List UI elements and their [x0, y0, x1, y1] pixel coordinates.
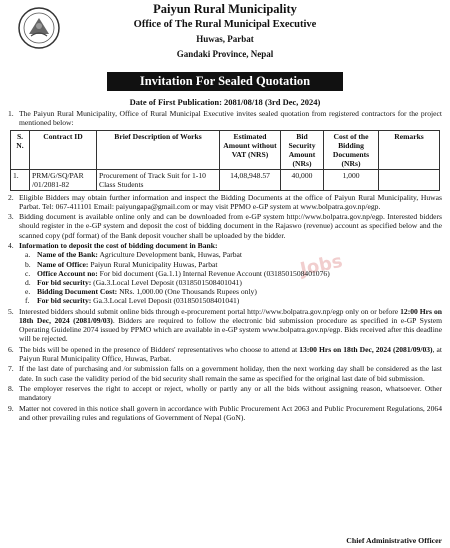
province: Gandaki Province, Nepal	[176, 49, 274, 59]
signature-title: Chief Administrative Officer	[346, 536, 442, 545]
table-header-row	[11, 130, 440, 169]
bank-info-row: f. For bid security: Ga.3.Local Level Deposit (0318501508401041)	[25, 296, 240, 306]
cell-estimated-amount: 14,08,948.57	[220, 169, 281, 190]
col-remarks: Remarks	[379, 130, 440, 169]
bank-info-row: e. Bidding Document Cost: NRs. 1,000.00 (One Thousands Rupees only)	[25, 287, 257, 297]
notice-item-6: 6. The bids will be opened in the presence of Bidders' representatives who choose to attend at 13:00 Hrs on 18th Dec, 2024 (2081/09/03), at Paiyun Rural Municipality Office, Huwas, Parbat.	[8, 344, 442, 364]
cell-description: Procurement of Track Suit for 1-10 Class Students	[97, 169, 220, 190]
notice-body	[8, 109, 442, 423]
notice-item-1: 1. The Paiyun Rural Municipality, Office of Rural Municipal Executive invites sealed quotation from registered contractors for the project mentioned below:	[8, 109, 442, 128]
letterhead	[0, 2, 450, 62]
notice-item-9: 9. Matter not covered in this notice shall govern in accordance with Public Procurement Act 2063 and Public Procurement Regulations, 2064 and other prevailing rules and regulations of Government of Nepal (GoN).	[8, 403, 442, 422]
notice-item-3: 3. Bidding document is available online only and can be downloaded from e-GP system http://www.bolpatra.gov.np/egp. Interested bidders should register in the e-GP system and deposit the cost of bidding document in the Rajaswo (revenue) account as specified below and the scanned copy (pdf format) of the Bank deposit voucher shall be uploaded by the bidder.	[8, 212, 442, 240]
publication-date: Date of First Publication: 2081/08/18 (3rd Dec, 2024)	[129, 97, 321, 107]
cell-bid-security: 40,000	[281, 169, 324, 190]
notice-item-7: 7. If the last date of purchasing and /or submission falls on a government holiday, then the next working day shall be considered as the last date. In such case the validity period of the bid security shall remain the same as specified for the original last date of bid submission.	[8, 364, 442, 383]
submission-deadline: 12:00 Hrs on 18th Dec, 2024 (2081/09/03)	[19, 306, 442, 325]
notice-item-2: 2. Eligible Bidders may obtain further information and inspect the Bidding Documents at the office of Paiyun Rural Municipality, Huwas Parbat. Tel: 067-411101 Email: paiyungapa@gmail.com or may visit PPMO e-GP system at www.bolpatra.gov.np/egp.	[8, 192, 442, 211]
bank-info-row: c. Office Account no: For bid document (Ga.1.1) Internal Revenue Account (0318501508401076)	[25, 268, 330, 278]
office-address: Huwas, Parbat	[196, 34, 254, 44]
cell-contract-id: PRM/G/SQ/PAR /01/2081-82	[30, 169, 97, 190]
cell-remarks	[379, 169, 440, 190]
col-document-cost: Cost of the Bidding Documents (NRs)	[324, 130, 379, 169]
col-contract-id: Contract ID	[30, 130, 97, 169]
opening-time: 13:00 Hrs on 18th Dec, 2024 (2081/09/03)	[299, 344, 433, 354]
watermark: Jobs	[298, 250, 345, 281]
office-name: Office of The Rural Municipal Executive	[133, 19, 317, 30]
cell-sn: 1.	[11, 169, 30, 190]
bank-info-row: b. Name of Office: Paiyun Rural Municipality Huwas, Parbat	[25, 259, 218, 269]
col-description: Brief Description of Works	[97, 130, 220, 169]
notice-item-5: 5. Interested bidders should submit online bids through e-procurement portal http://www.bolpatra.gov.np/egp only on or before 12:00 Hrs on 18th Dec, 2024 (2081/09/03). Bidders are required to follow the electronic bid submission procedure as specified in e-GP System Operating Guideline 2074 issued by PPMO which are available in e-GP system www.bolpatra.gov.np/egp. Bids received after this deadline will be rejected.	[8, 306, 442, 344]
contract-table	[10, 130, 440, 191]
bank-info-row: d. For bid security: (Ga.3.Local Level Deposit (0318501508401041)	[25, 277, 242, 287]
cell-document-cost: 1,000	[324, 169, 379, 190]
bank-info-row: a. Name of the Bank: Agriculture Development bank, Huwas, Parbat	[25, 250, 243, 260]
notice-item-4: 4. Information to deposit the cost of bidding document in Bank: a. Name of the Bank: Agriculture Development bank, Huwas, Parbat b. Name of Office: Paiyun Rural Municipality Huwas, Parbat c. Office Account no: For bid document (Ga.1.1) Internal Revenue Account (0318501508401076) d. For bid security: (Ga.3.Local Level Deposit (0318501508401041) e. Bidding Document Cost: NRs. 1,000.00 (One Thousands Rupees only) f. For bid security: Ga.3.Local Level Deposit (0318501508401041)	[8, 241, 442, 306]
col-estimated-amount: Estimated Amount without VAT (NRS)	[220, 130, 281, 169]
col-sn: S. N.	[11, 130, 30, 169]
bank-info-title: Information to deposit the cost of bidding document in Bank:	[19, 241, 218, 251]
col-bid-security: Bid Security Amount (NRs)	[281, 130, 324, 169]
municipality-name: Paiyun Rural Municipality	[153, 2, 297, 16]
table-row	[11, 169, 440, 190]
notice-item-8: 8. The employer reserves the right to accept or reject, wholly or partly any or all the bids without assigning reason, whatsoever. Other mandatory	[8, 383, 442, 403]
notice-title: Invitation For Sealed Quotation	[107, 72, 343, 91]
